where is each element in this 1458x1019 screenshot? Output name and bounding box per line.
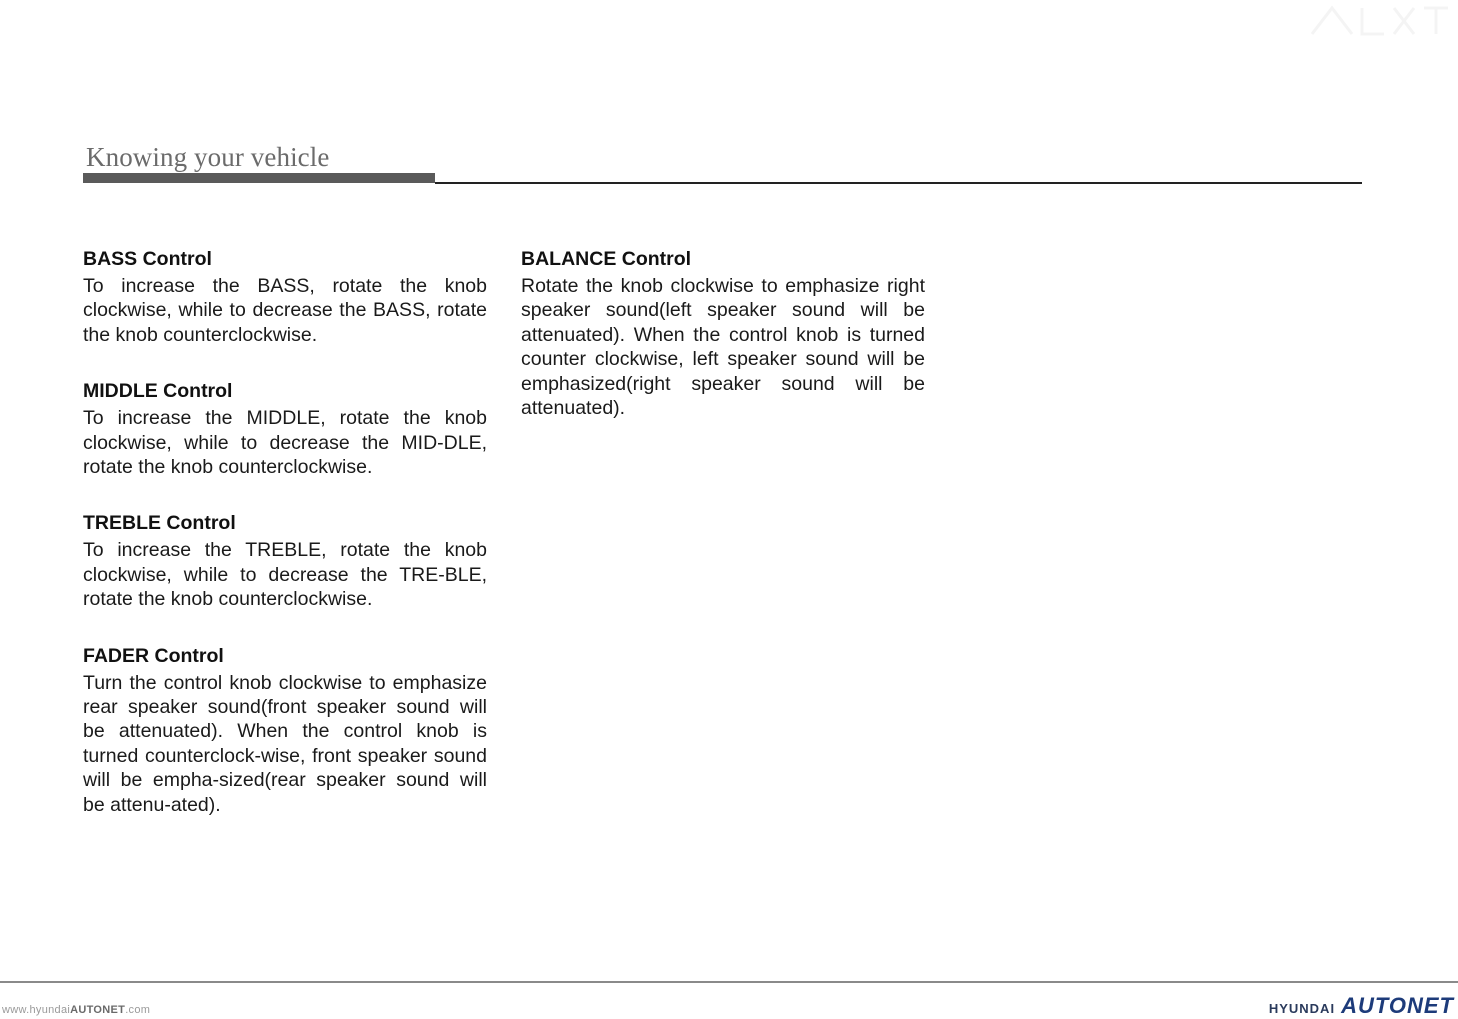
section-body: To increase the BASS, rotate the knob clockwise, while to decrease the BASS, rotate the knob counterclockwise. [83,275,487,346]
section-heading: MIDDLE Control [83,380,233,403]
section-body: To increase the MIDDLE, rotate the knob clockwise, while to decrease the MID-DLE, rotate the knob counterclockwise. [83,407,487,479]
footer-url [2,1004,150,1016]
footer-url-suffix: .com [125,1004,151,1016]
right-column [521,246,925,451]
section-middle [83,378,487,479]
section-balance [521,246,925,420]
section-body: To increase the TREBLE, rotate the knob clockwise, while to decrease the TRE-BLE, rotate the knob counterclockwise. [83,539,487,611]
footer-brand: HYUNDAI [1268,1001,1336,1016]
section-heading: FADER Control [83,644,224,667]
autonet-logo-icon: AUTONET [1341,993,1454,1018]
section-treble [83,510,487,611]
page-title: Knowing your vehicle [86,142,330,172]
section-heading: BASS Control [83,248,212,270]
footer-url-bold: AUTONET [70,1004,126,1016]
footer-url-prefix: www.hyundai [2,1004,71,1016]
section-body: Turn the control knob clockwise to emphasize rear speaker sound(front speaker sound will be attenuated). When the control knob is turned counterclock-wise, front speaker sound will be empha-sized(rear speaker sound will be attenu-ated). [83,671,487,816]
section-bass [83,246,487,347]
footer-logo-group [1269,993,1454,1019]
left-column [83,246,487,848]
section-body: Rotate the knob clockwise to emphasize right speaker sound(left speaker sound will be attenuated). When the control knob is turned counter clockwise, left speaker sound will be emphasized(right speaker sound will be attenuated). [521,275,925,420]
section-heading: BALANCE Control [521,248,692,270]
footer-rule [0,981,1458,983]
section-heading: TREBLE Control [83,512,236,535]
header-rule [435,182,1362,184]
section-fader [83,643,487,817]
header-accent-bar [83,173,435,183]
corner-watermark [1304,4,1454,38]
page-header [83,138,1362,186]
